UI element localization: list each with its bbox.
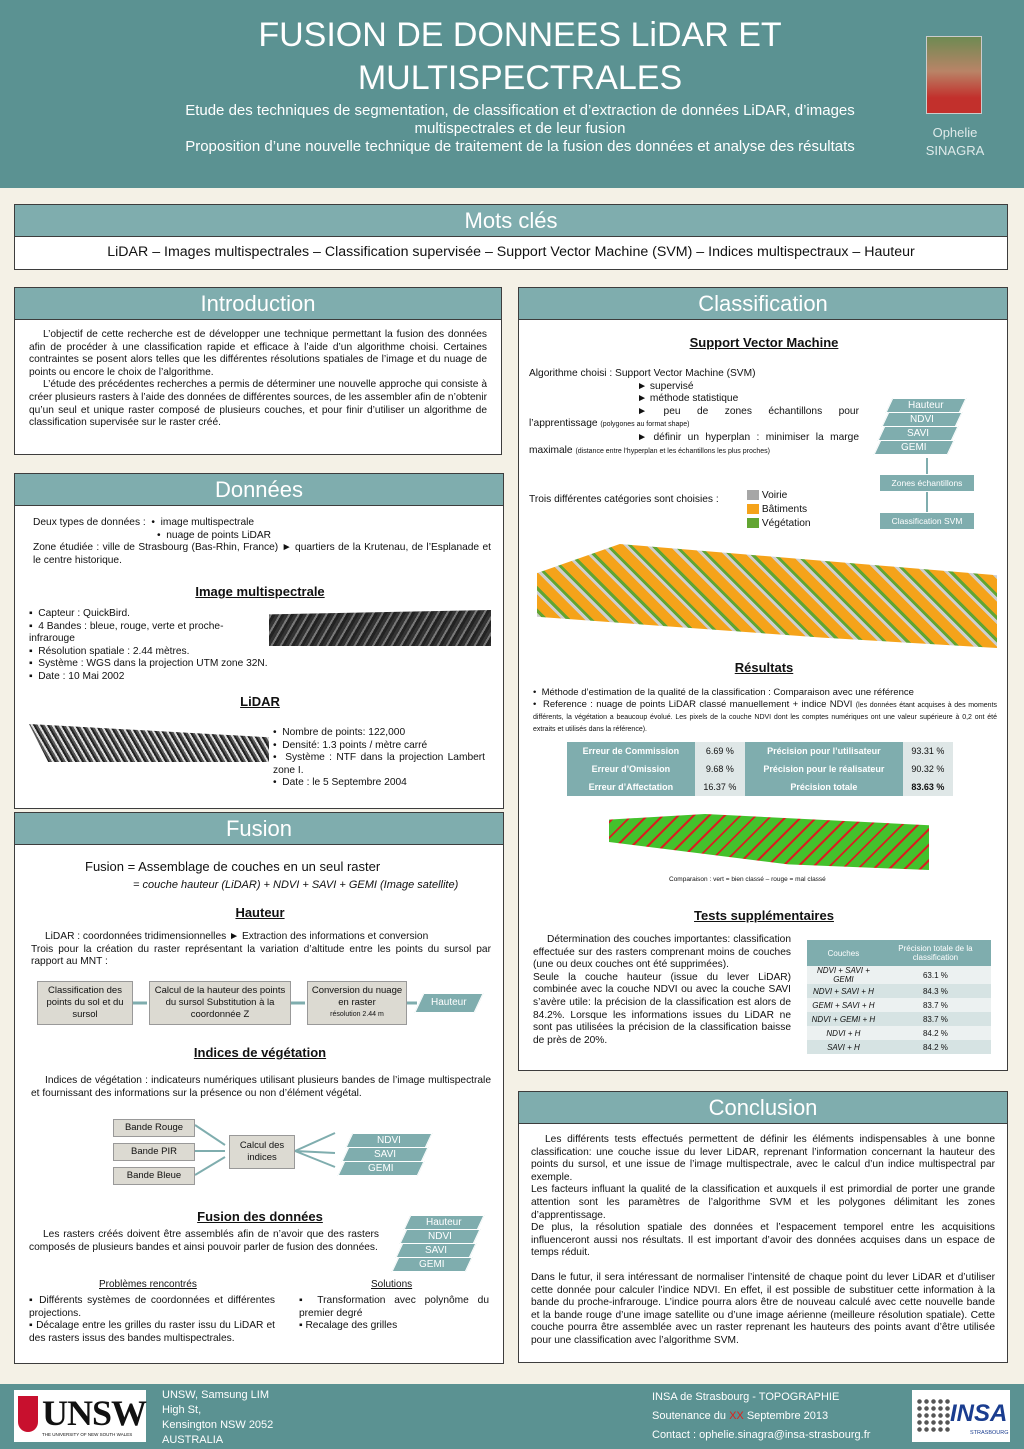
conclusion-paragraph-4: Dans le futur, il sera intéressant de normaliser l’intensité de chaque point du lever LiDAR et d’utiliser cette donnée pour calculer l’indice NDVI. En effet, il est possible de substituer cette information à la bande du proche-infrarouge. L’indice pourra alors être de nouveau calculé avec cette nouvelle bande et la bande rouge d’une image satellite ou d’une image aérienne (meilleure résolution spatiale). Cette couche pourra être assemblée avec un raster reprenant les hauteurs des points avant d’être utilisée pour une classification avec l’algorithme SVM. <box>531 1271 995 1346</box>
stack-gemi: GEMI <box>392 1257 473 1272</box>
flow-step-hauteur: Calcul de la hauteur des points du sursol Substitution à la coordonnée Z <box>149 981 291 1025</box>
insa-info: INSA de Strasbourg - TOPOGRAPHIE Soutenance du XX Septembre 2013 Contact : ophelie.sinagra@insa-strasbourg.fr <box>652 1388 870 1445</box>
stack-hauteur: Hauteur <box>404 1215 485 1230</box>
comparison-caption: Comparaison : vert = bien classé – rouge = mal classé <box>669 876 826 883</box>
zone-text: Zone étudiée : ville de Strasbourg (Bas-Rhin, France) ► quartiers de la Krutenau, de l’Esplanade et le centre historique. <box>33 542 491 566</box>
solutions-list <box>299 1295 489 1333</box>
table-row: Erreur d’Affectation 16.37 % Précision totale 83.63 % <box>567 778 953 796</box>
table-row: Erreur de Commission 6.69 % Précision pour l’utilisateur 93.31 % <box>567 742 953 760</box>
band-red: Bande Rouge <box>113 1119 195 1137</box>
band-blue: Bande Bleue <box>113 1167 195 1185</box>
svm-stack-ndvi: NDVI <box>882 412 963 427</box>
flow-step-conversion: Conversion du nuage en raster résolution 2.44 m <box>307 981 407 1025</box>
contact-email[interactable]: Contact : ophelie.sinagra@insa-strasbourg.fr <box>652 1429 871 1441</box>
results-heading: Résultats <box>734 660 794 675</box>
table-row: Couches Précision totale de la classification <box>807 940 991 966</box>
list-item: ▪ Transformation avec polynôme du premier degré <box>299 1295 489 1319</box>
indices-ndvi: NDVI <box>346 1133 433 1148</box>
list-item: ▪ Date : 10 Mai 2002 <box>29 670 125 682</box>
unsw-crest-icon <box>18 1396 38 1432</box>
svm-heading: Support Vector Machine <box>689 335 839 350</box>
conclusion-title: Conclusion <box>519 1092 1007 1124</box>
list-item: • Reference : nuage de points LiDAR classé manuellement + indice NDVI (les données étant acquises à des moments différents, la végétation a beaucoup évolué. Les pixels de la couche NDVI dont les comptes numériques ont une valeur supérieure à 0,2 ont été extraits et utilisés dans la référence). <box>533 699 998 733</box>
legend-item: Voirie <box>747 490 811 504</box>
classification-title: Classification <box>519 288 1007 320</box>
fusion-data-text: Les rasters créés doivent être assemblés afin de n’avoir que des rasters composés de plusieurs bandes et ainsi pouvoir parler de fusion des données. <box>29 1229 379 1253</box>
introduction-title: Introduction <box>15 288 501 320</box>
table-row: Erreur d’Omission 9.68 % Précision pour le réalisateur 90.32 % <box>567 760 953 778</box>
indices-gemi: GEMI <box>338 1161 425 1176</box>
conclusion-paragraph-1: Les différents tests effectués permettent de définir les éléments indispensables à une bonne classification: une couche issue du lever LiDAR, reprenant l’information concernant la hauteur des points du sursol, et une issue de l’image multispectrale, avec le calcul d’un indice multispectral par exemple. <box>531 1134 995 1183</box>
poster-subtitle: Etude des techniques de segmentation, de classification et d’extraction de données LiDAR, d’images multispectrales et de leur fusion Proposition d’une nouvelle technique de traitement de la fusion des données et analyse des résultats <box>185 102 855 155</box>
table-row: NDVI + H 84.2 % <box>807 1026 991 1040</box>
author-photo <box>926 36 982 114</box>
fusion-box: Fusion Fusion = Assemblage de couches en un seul raster = couche hauteur (LiDAR) + NDVI + SAVI + GEMI (Image satellite) Hauteur LiDAR : coordonnées tridimensionnelles ► Extraction des informations et conversion Trois pour la création du raster représentant la variation d’altitude entre les points du sursol par rapport au MNT : Classification des points du sol et du sursol Calcul de la hauteur des points du sursol Substitution à la coordonnée Z Conversion du nuage en raster résolution 2.44 m Hauteur Indices de végétation Indices de végétation : indicateurs numériques utilisant plusieurs bandes de l’image multispectrale et fournissant des informations sur la présence ou non d’élément végétal. Bande Rouge Bande PIR Bande Bleue Calcul des indices NDVI SAVI GEMI Fusion des données Les rasters créés doivent être assemblés afin de n’avoir que des rasters composés de plusieurs bandes et ainsi pouvoir parler de fusion des données. Hauteur NDVI SAVI GEMI Problèmes rencontrés Solutions ▪ Différents systèmes de coordonnées et différentes projections. ▪ Décalage entre les grilles du raster issu du LiDAR et des rasters issus des bandes multispectrales. ▪ Transformation avec polynôme du premier degré ▪ Recalage des grilles <box>14 812 504 1364</box>
classification-map <box>537 544 997 648</box>
band-pir: Bande PIR <box>113 1143 195 1161</box>
keywords-text: LiDAR – Images multispectrales – Classification supervisée – Support Vector Machine (SVM) – Indices multispectraux – Hauteur <box>107 244 915 260</box>
conclusion-paragraph-2: Les facteurs influant la qualité de la classification et auxquels il est primordial de porter une grande attention sont les paramètres de l’algorithme SVM et les polygones délimitant les zones d’apprentissage. <box>531 1184 995 1221</box>
unsw-address: UNSW, Samsung LIM High St, Kensington NSW 2052 AUSTRALIA <box>162 1389 274 1446</box>
categories-label: Trois différentes catégories sont choisies : <box>529 494 719 505</box>
list-item: ▪ Décalage entre les grilles du raster issu du LiDAR et des rasters issus des bandes multispectrales. <box>29 1320 276 1344</box>
data-type-1: image multispectrale <box>160 517 255 528</box>
hauteur-heading: Hauteur <box>235 905 285 920</box>
indices-savi: SAVI <box>342 1147 429 1162</box>
author-name: Ophelie SINAGRA <box>925 125 985 158</box>
fusion-formula-1: Fusion = Assemblage de couches en un seul raster <box>85 859 381 874</box>
class-legend <box>747 490 811 532</box>
indices-heading: Indices de végétation <box>193 1045 327 1060</box>
indices-text: Indices de végétation : indicateurs numériques utilisant plusieurs bandes de l’image multispectrale et fournissant des informations sur la présence ou non d’élément végétal. <box>31 1075 491 1099</box>
tests-table <box>807 940 991 1054</box>
svm-stack-hauteur: Hauteur <box>886 398 967 413</box>
list-item: ▪ Capteur : QuickBird. <box>29 608 131 619</box>
intro-paragraph-1: L’objectif de cette recherche est de développer une technique permettant la fusion des données afin de procéder à une classification rapide et efficace à l’aide d’un algorithme choisi. Certaines contraintes se posent alors telles que les différentes résolutions spatiales de l’image et du nuage de points ou encore le choix de l’algorithme. <box>29 329 487 378</box>
table-row: NDVI + SAVI + H 84.3 % <box>807 984 991 998</box>
conclusion-box <box>518 1091 1008 1363</box>
image-heading: Image multispectrale <box>195 584 325 599</box>
list-item: ▪ 4 Bandes : bleue, rouge, verte et proche-infrarouge <box>29 620 224 645</box>
svm-stack-gemi: GEMI <box>874 440 955 455</box>
poster-title: FUSION DE DONNEES LiDAR ET MULTISPECTRALES <box>258 16 782 97</box>
defense-date-placeholder: XX <box>729 1410 744 1422</box>
legend-item: Bâtiments <box>747 504 811 518</box>
list-item: • Nombre de points: 122,000 <box>273 727 406 738</box>
problems-list <box>29 1295 275 1345</box>
list-item: • Système : NTF dans la projection Lambert zone I. <box>273 752 485 776</box>
flow-step-classification: Classification des points du sol et du sursol <box>37 981 133 1025</box>
data-type-2: nuage de points LiDAR <box>166 529 272 541</box>
fusion-formula-2: = couche hauteur (LiDAR) + NDVI + SAVI + GEMI (Image satellite) <box>133 879 459 891</box>
list-item: • Densité: 1.3 points / mètre carré <box>273 739 428 751</box>
svm-stack-savi: SAVI <box>878 426 959 441</box>
flow-output-hauteur: Hauteur <box>414 993 483 1013</box>
stack-ndvi: NDVI <box>400 1229 481 1244</box>
fusion-data-heading: Fusion des données <box>197 1209 323 1224</box>
insa-dots-icon <box>916 1398 950 1432</box>
list-item: ▪ Différents systèmes de coordonnées et différentes projections. <box>29 1295 275 1319</box>
insa-logo: INSA STRASBOURG <box>912 1390 1010 1442</box>
multispectral-image <box>269 610 491 646</box>
problems-heading: Problèmes rencontrés <box>99 1279 197 1290</box>
legend-item: Végétation <box>747 518 811 532</box>
unsw-logo: UNSW THE UNIVERSITY OF NEW SOUTH WALES <box>14 1390 146 1442</box>
list-item: ▪ Système : WGS dans la projection UTM zone 32N. <box>29 658 268 670</box>
lidar-specs <box>273 727 485 790</box>
intro-paragraph-2: L’étude des précédentes recherches a permis de déterminer une nouvelle approche qui consiste à créer plusieurs rasters à l’aide des données de différentes sources, de les assembler afin de n’obtenir qu’un seul et unique raster composé de plusieurs couches, et pour finir d’utiliser un algorithme de classification supervisée sur le raster créé. <box>29 379 487 429</box>
footer <box>0 1384 1024 1449</box>
conclusion-paragraph-3: De plus, la résolution spatiale des données et l’espacement temporel entre les acquisitions influenceront aussi nos résultats. Il est important d’avoir des données acquises dans un espace de temps réduit. <box>531 1222 995 1259</box>
image-specs <box>29 608 268 684</box>
classification-box: Classification Support Vector Machine Algorithme choisi : Support Vector Machine (SVM) ► supervisé ► méthode statistique ► peu de zones échantillons pour l’apprentissage (polygones au format shape) ► définir un hyperplan : minimiser la marge maximale (distance entre l’hyperplan et les échantillons les plus proches) Hauteur NDVI SAVI GEMI Zones échantillons Classification SVM Trois différentes catégories sont choisies : Voirie Bâtiments Végétation Résultats • Méthode d’estimation de la qualité de la classification : Comparaison avec une référence • Reference : nuage de points LiDAR classé manuellement + indice NDVI (les données étant acquises à des moments différents, la végétation a beaucoup évolué. Les pixels de la couche NDVI dont les comptes numériques ont une valeur supérieure à 0,2 ont été extraits et utilisés dans la référence). Erreur de Commission 6.69 % Précision pour l’utilisateur 93.31 % Erreur d’Omission 9.68 % Précision pour le réalisateur 90.32 % Erreur d’Affectation 16.37 % Précision totale 83.63 % Comparaison : vert = bien classé – rouge = mal classé Tests supplémentaires Détermination des couches importantes: classification effectuée sur des rasters comprenant moins de couches (une ou deux couches ont été supprimées). Seule la couche hauteur (issue du lever LiDAR) combinée avec la couche NDVI ou avec la couche SAVI s’avère utile: la précision de la classification est alors de 84.2%. Lorsque les informations issues du LiDAR ne sont pas utilisées la précision de la classification baisse de près de 20%. Couches Précision totale de la classification NDVI + SAVI + GEMI 63.1 % NDVI + SAVI + H 84.3 % GEMI + SAVI + H 83.7 % NDVI + GEMI + H 83.7 % NDVI + H 84.2 % SAVI + H 84.2 % <box>518 287 1008 1071</box>
donnees-title: Données <box>15 474 503 506</box>
results-table <box>567 742 953 796</box>
lidar-image <box>29 724 269 762</box>
results-list <box>533 687 997 735</box>
solutions-heading: Solutions <box>371 1279 413 1290</box>
list-item: ▪ Recalage des grilles <box>299 1320 398 1332</box>
table-row: NDVI + SAVI + GEMI 63.1 % <box>807 966 991 984</box>
list-item: • Date : le 5 Septembre 2004 <box>273 777 407 789</box>
keywords-title: Mots clés <box>15 205 1007 237</box>
lidar-heading: LiDAR <box>240 694 280 709</box>
comparison-map <box>609 814 929 870</box>
fusion-title: Fusion <box>15 813 503 845</box>
poster-header <box>0 0 1024 188</box>
zones-box: Zones échantillons <box>879 474 975 492</box>
calc-indices: Calcul des indices <box>229 1135 295 1169</box>
keywords-box <box>14 204 1008 270</box>
introduction-box <box>14 287 502 455</box>
list-item: ▪ Résolution spatiale : 2.44 mètres. <box>29 645 190 657</box>
tests-heading: Tests supplémentaires <box>694 908 834 923</box>
table-row: NDVI + GEMI + H 83.7 % <box>807 1012 991 1026</box>
list-item: • Méthode d’estimation de la qualité de la classification : Comparaison avec une référence <box>533 687 914 698</box>
svm-box: Classification SVM <box>879 512 975 530</box>
table-row: SAVI + H 84.2 % <box>807 1040 991 1054</box>
stack-savi: SAVI <box>396 1243 477 1258</box>
table-row: GEMI + SAVI + H 83.7 % <box>807 998 991 1012</box>
donnees-box: Données Deux types de données : • image multispectrale • nuage de points LiDAR Zone étudiée : ville de Strasbourg (Bas-Rhin, France) ► quartiers de la Krutenau, de l’Esplanade et le centre historique. Image multispectrale ▪ Capteur : QuickBird. ▪ 4 Bandes : bleue, rouge, verte et proche-infrarouge ▪ Résolution spatiale : 2.44 mètres. ▪ Système : WGS dans la projection UTM zone 32N. ▪ Date : 10 Mai 2002 LiDAR • Nombre de points: 122,000 • Densité: 1.3 points / mètre carré • Système : NTF dans la projection Lambert zone I. • Date : le 5 Septembre 2004 <box>14 473 504 809</box>
